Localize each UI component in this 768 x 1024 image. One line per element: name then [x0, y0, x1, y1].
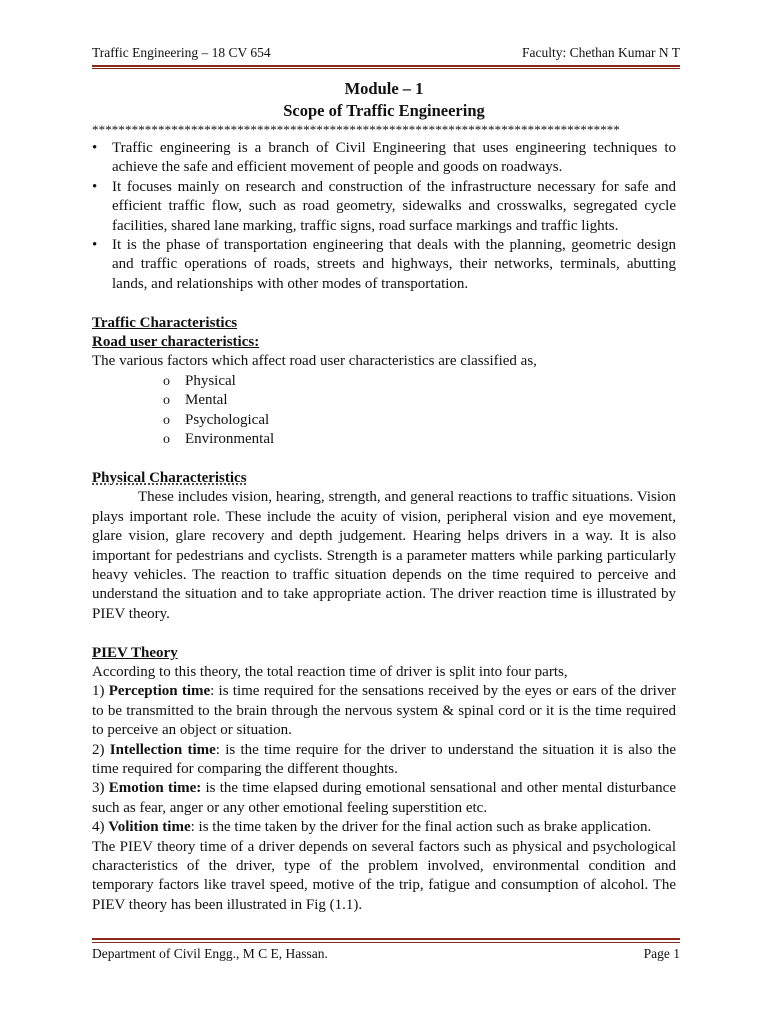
header-course: Traffic Engineering – 18 CV 654 [92, 45, 271, 60]
piev-heading: PIEV Theory [92, 644, 178, 661]
page-footer [92, 945, 680, 963]
road-user-heading: Road user characteristics: [92, 334, 260, 351]
section-title: Scope of Traffic Engineering [283, 101, 485, 120]
piev-item: 3) Emotion time: is the time elapsed during emotional sensational and other mental disturbance such as fear, anger or any other emotional feeling superstition etc. [92, 780, 676, 816]
physical-paragraph: These includes vision, hearing, strength, and general reactions to traffic situations. Vision plays important role. These include the acuity of vision, peripheral vision and eye movement, glare vision, glare recovery and depth judgement. Hearing helps drivers in a way. It is also important for pedestrians and cyclists. Strength is a parameter matters while parking particularly heavy vehicles. The reaction to traffic situation depends on the time required to perceive and understand the situation and to take appropriate action. The driver reaction time is illustrated by PIEV theory. [92, 489, 676, 622]
page-number: Page 1 [643, 946, 680, 961]
piev-closing: The PIEV theory time of a driver depends on several factors such as physical and psychological characteristics of the driver, type of the problem involved, environmental condition and temporary factors like travel speed, motive of the trip, fatigue and consumption of alcohol. The PIEV theory has been illustrated in Fig (1.1). [92, 838, 676, 913]
factors-intro: The various factors which affect road user characteristics are classified as, [92, 353, 537, 370]
asterisk-divider: ******************************************************************************** [92, 123, 620, 137]
page-header [92, 44, 680, 67]
list-item: o Mental [185, 391, 676, 410]
piev-item: 4) Volition time: is the time taken by the driver for the final action such as brake application. [92, 819, 652, 836]
footer-divider [92, 938, 680, 940]
header-divider [92, 68, 680, 69]
list-item: • It is the phase of transportation engineering that deals with the planning, geometric design and traffic operations of roads, streets and highways, their networks, terminals, abutting lands, and relationships with other modes of transportation. [112, 236, 676, 294]
footer-divider-thin [92, 942, 680, 943]
piev-item: 2) Intellection time: is the time require for the driver to understand the situation it is also the time required for comparing the different thoughts. [92, 741, 676, 777]
header-faculty: Faculty: Chethan Kumar N T [522, 45, 680, 60]
list-item: • It focuses mainly on research and construction of the infrastructure necessary for safe and efficient traffic flow, such as road geometry, sidewalks and crosswalks, segregated cycle facilities, shared lane marking, traffic signs, road surface markings and traffic lights. [112, 178, 676, 236]
physical-characteristics-heading: Physical Characteristics [92, 469, 247, 486]
list-item: • Traffic engineering is a branch of Civil Engineering that uses engineering techniques to achieve the safe and efficient movement of people and goods on roadways. [112, 139, 676, 178]
list-item: o Environmental [185, 430, 676, 449]
document-body [92, 78, 676, 915]
list-item: o Psychological [185, 411, 676, 430]
footer-department: Department of Civil Engg., M C E, Hassan. [92, 946, 328, 961]
factors-list [92, 372, 676, 450]
intro-bullet-list [92, 139, 676, 294]
list-item: o Physical [185, 372, 676, 391]
piev-item: 1) Perception time: is time required for the sensations received by the eyes or ears of the driver to be transmitted to the brain through the nervous system & spinal cord or it is the time required to perceive an object or situation. [92, 683, 676, 739]
traffic-characteristics-heading: Traffic Characteristics [92, 314, 238, 331]
module-title: Module – 1 [344, 79, 424, 98]
piev-intro: According to this theory, the total reaction time of driver is split into four parts, [92, 663, 568, 680]
